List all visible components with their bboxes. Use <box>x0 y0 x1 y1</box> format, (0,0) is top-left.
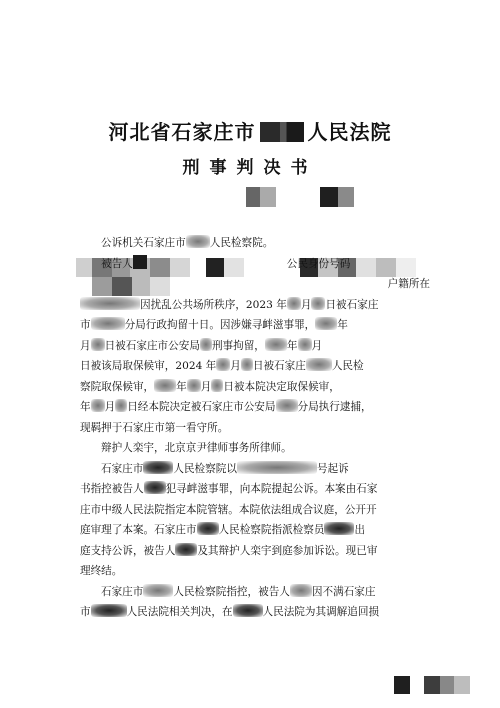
redaction-blur <box>91 338 105 351</box>
redaction-blur <box>276 399 298 412</box>
text-line: 月 日被石家庄市公安局 刑事拘留， 年 月 <box>80 339 323 352</box>
redaction-blur <box>211 379 223 392</box>
redaction-blur <box>115 399 127 412</box>
redaction-blur <box>315 317 337 330</box>
text-line: 书指控被告人 犯寻衅滋事罪，向本院提起公诉。本案由石家 <box>80 483 378 495</box>
text-line: 被告人 公民身份号码 <box>80 254 430 275</box>
text-line: 察院取保候审， 年 月 日被本院决定取保候审， <box>80 380 340 393</box>
document-type: 刑事判决书 <box>182 158 318 178</box>
redaction-blur <box>324 522 354 535</box>
court-name-suffix: 人民法院 <box>307 120 392 144</box>
redaction-blur <box>290 584 312 597</box>
redaction-blur <box>175 543 197 556</box>
redaction-blur <box>265 338 287 351</box>
redaction-blur <box>91 399 105 412</box>
redaction-blur <box>91 604 127 617</box>
text-line: 庭支持公诉，被告人 及其辩护人栾宇到庭参加诉讼。现已审 <box>80 544 378 557</box>
redaction-block <box>133 255 147 269</box>
text-line: 市 人民法院相关判决，在 人民法院为其调解追回损 <box>80 606 380 618</box>
text-line: 日被该局取保候审，2024 年 月 日被石家庄 人民检 <box>80 360 364 372</box>
text-line: 市 分局行政拘留十日。因涉嫌寻衅滋事罪， 年 <box>80 319 348 331</box>
redaction-block <box>260 122 304 142</box>
text-line: 庭审理了本案。石家庄市 人民检察院指派检察员 出 <box>80 524 366 536</box>
redaction-blur <box>200 338 212 351</box>
redaction-blur <box>91 317 125 330</box>
redaction-blur <box>287 297 301 310</box>
text-line: 石家庄市 人民检察院以 号起诉 <box>101 462 349 475</box>
redaction-blur <box>306 358 332 371</box>
redaction-blur <box>144 481 166 494</box>
text-line: 年 月 日经本院决定被石家庄市公安局 分局执行逮捕， <box>80 401 372 413</box>
redaction-blur <box>80 297 140 310</box>
redaction-blur <box>197 522 219 535</box>
redaction-blur <box>233 604 263 617</box>
case-number-redaction <box>246 187 354 207</box>
redaction-blur <box>298 338 312 351</box>
redaction-blur <box>311 297 325 310</box>
text-line: 石家庄市 人民检察院指控，被告人 因不满石家庄 <box>101 585 376 598</box>
text-line: 理终结。 <box>80 565 123 577</box>
text-line: 现羁押于石家庄市第一看守所。 <box>80 421 229 434</box>
text-line: 公诉机关石家庄市 人民检察院。 <box>101 237 274 249</box>
redaction-blur <box>241 358 253 371</box>
text-line: 户籍所在 <box>387 278 430 290</box>
redaction-blur <box>143 461 173 474</box>
redaction-blur <box>154 379 176 392</box>
text-line: 因扰乱公共场所秩序，2023 年 月 日被石家庄 <box>80 295 430 316</box>
redaction-blur <box>187 379 201 392</box>
judgment-body <box>80 233 430 623</box>
court-title <box>0 116 500 145</box>
redaction-blur <box>216 358 230 371</box>
redaction-blur <box>143 584 173 597</box>
footer-redaction <box>394 676 470 694</box>
redaction-blur <box>186 235 210 248</box>
redaction-blur <box>237 461 317 474</box>
text-line: 庄市中级人民法院指定本院管辖。本院依法组成合议庭，公开开 <box>80 503 377 516</box>
court-name-prefix: 河北省石家庄市 <box>108 120 256 144</box>
text-line: 辩护人栾宇，北京京尹律师事务所律师。 <box>101 442 292 454</box>
